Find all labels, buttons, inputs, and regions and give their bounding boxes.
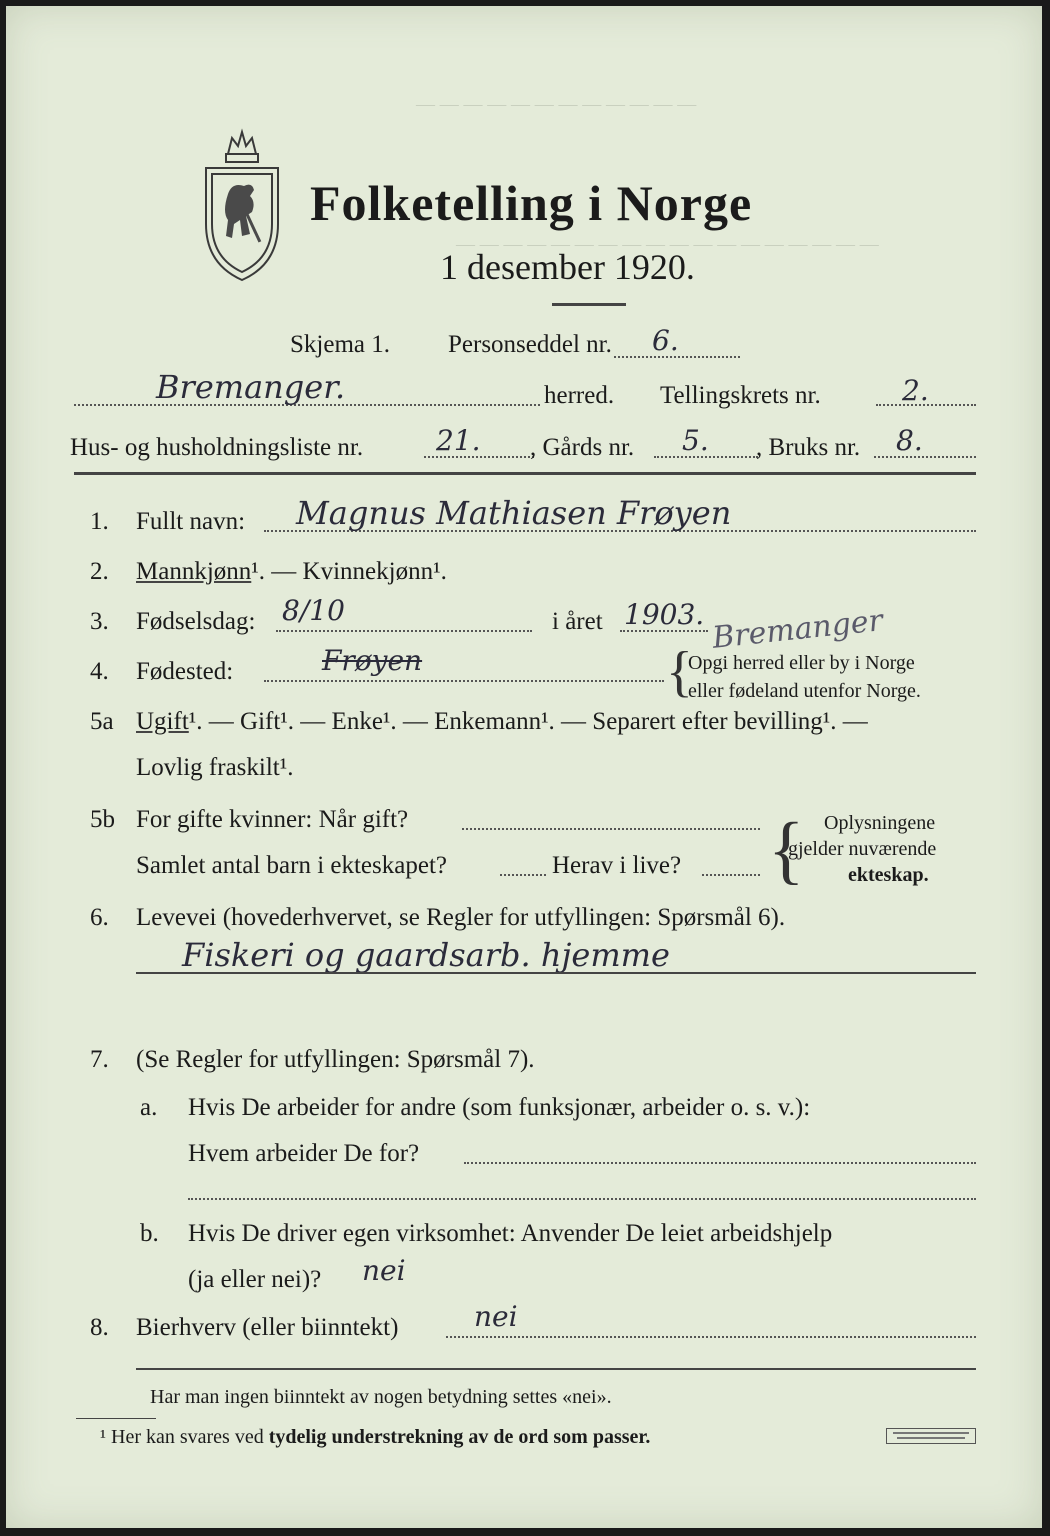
hus-value: 21. [436,424,481,457]
q3-number: 3. [90,608,109,635]
q4-brace: { [666,641,693,703]
q5b-children-label: Samlet antal barn i ekteskapet? [136,852,447,879]
q5b-number: 5b [90,806,115,833]
q6-value: Fiskeri og gaardsarb. hjemme [182,936,670,974]
q2-female-option: ¹. — Kvinnekjønn¹. [251,558,447,585]
q3-line [276,630,532,632]
q4-value: Frøyen [322,644,423,677]
q8-number: 8. [90,1314,109,1341]
q4-label: Fødested: [136,658,234,685]
q3-extra-note: Bremanger [710,603,885,656]
q7a-line-2 [188,1198,976,1200]
q5b-alive-label: Herav i live? [552,852,682,879]
bruks-label: , Bruks nr. [756,434,861,461]
q5b-brace: { [768,808,805,892]
coat-of-arms-icon [198,124,286,289]
q5b-married-label: For gifte kvinner: Når gift? [136,806,409,833]
footnote-text-b: tydelig understrekning av de ord som passer. [268,1426,651,1448]
q7a-label-1: Hvis De arbeider for andre (som funksjonær, arbeider o. s. v.): [188,1094,811,1121]
q7b-value: nei [362,1254,406,1287]
q1-number: 1. [90,508,109,535]
q3-label: Fødselsdag: [136,608,256,635]
q7b-label-2: (ja eller nei)? [188,1266,322,1293]
footnote-number: ¹ [100,1426,106,1448]
q7a-label-2: Hvem arbeider De for? [188,1140,420,1167]
q5b-note-2: gjelder nuværende [788,838,937,860]
q5b-note-3: ekteskap. [848,864,929,886]
herred-label: herred. [544,382,615,409]
bleed-through-line: — — — — — — — — — — — — [416,94,697,115]
q5a-text [136,708,868,736]
q7a-line-1 [464,1162,976,1164]
q5b-married-line [462,828,760,830]
q7b-label-1: Hvis De driver egen virksomhet: Anvender De leiet arbeidshjelp [188,1220,833,1247]
gards-label: , Gårds nr. [530,434,635,461]
q4-note-2: eller fødeland utenfor Norge. [688,680,921,702]
q1-label: Fullt navn: [136,508,246,535]
q3-year-label: i året [552,608,603,635]
tellingskrets-label: Tellingskrets nr. [660,382,821,409]
personseddel-value: 6. [652,324,679,357]
q7-number: 7. [90,1046,109,1073]
q5b-alive-line [702,874,760,876]
q5a-unmarried-option: Ugift [136,708,189,735]
title-rule [552,303,626,306]
footnote-rule [76,1418,156,1419]
q6-line [136,972,976,974]
form-date: 1 desember 1920. [440,247,695,287]
printer-stamp-icon [886,1428,976,1444]
q6-number: 6. [90,904,109,931]
personseddel-label: Personseddel nr. [448,331,612,358]
q4-note-1: Opgi herred eller by i Norge [688,652,915,674]
bruks-line [874,456,976,458]
header-divider [74,472,976,475]
gards-value: 5. [682,424,709,457]
q3-year-value: 1903. [624,598,705,631]
q1-value: Magnus Mathiasen Frøyen [296,494,732,532]
q8-value: nei [474,1300,518,1333]
footnote-text-a: Her kan svares ved [111,1426,264,1448]
q5a-divorced-option: Lovlig fraskilt¹. [136,754,294,781]
schema-label: Skjema 1. [290,331,390,358]
footer-note: Har man ingen biinntekt av nogen betydning settes «nei». [150,1386,612,1408]
q5a-other-options: ¹. — Gift¹. — Enke¹. — Enkemann¹. — Separert efter bevilling¹. — [188,708,868,735]
q2-male-option: Mannkjønn [136,558,252,585]
q2-text [136,558,447,586]
hus-label: Hus- og husholdningsliste nr. [70,434,364,461]
q7b-number: b. [140,1220,159,1247]
q5a-number: 5a [90,708,114,735]
q7-label: (Se Regler for utfyllingen: Spørsmål 7). [136,1046,535,1073]
bruks-value: 8. [896,424,923,457]
q7a-number: a. [140,1094,158,1121]
q6-label: Levevei (hovederhvervet, se Regler for utfyllingen: Spørsmål 6). [136,904,786,931]
form-title: Folketelling i Norge [310,175,753,231]
tellingskrets-value: 2. [902,374,929,407]
q4-number: 4. [90,658,109,685]
q5b-note-1: Oplysningene [824,812,936,834]
footer-divider [136,1368,976,1370]
q5b-children-line [500,874,546,876]
q3-value: 8/10 [282,594,345,627]
census-form [6,6,1042,1528]
bleed-through-line: — — — — — — — — — — — — — — — — — — [456,234,879,255]
q8-line [446,1336,976,1338]
q2-number: 2. [90,558,109,585]
q8-label: Bierhverv (eller biinntekt) [136,1314,399,1341]
footnote [100,1426,650,1449]
q4-line [264,680,664,682]
herred-value: Bremanger. [156,368,346,406]
